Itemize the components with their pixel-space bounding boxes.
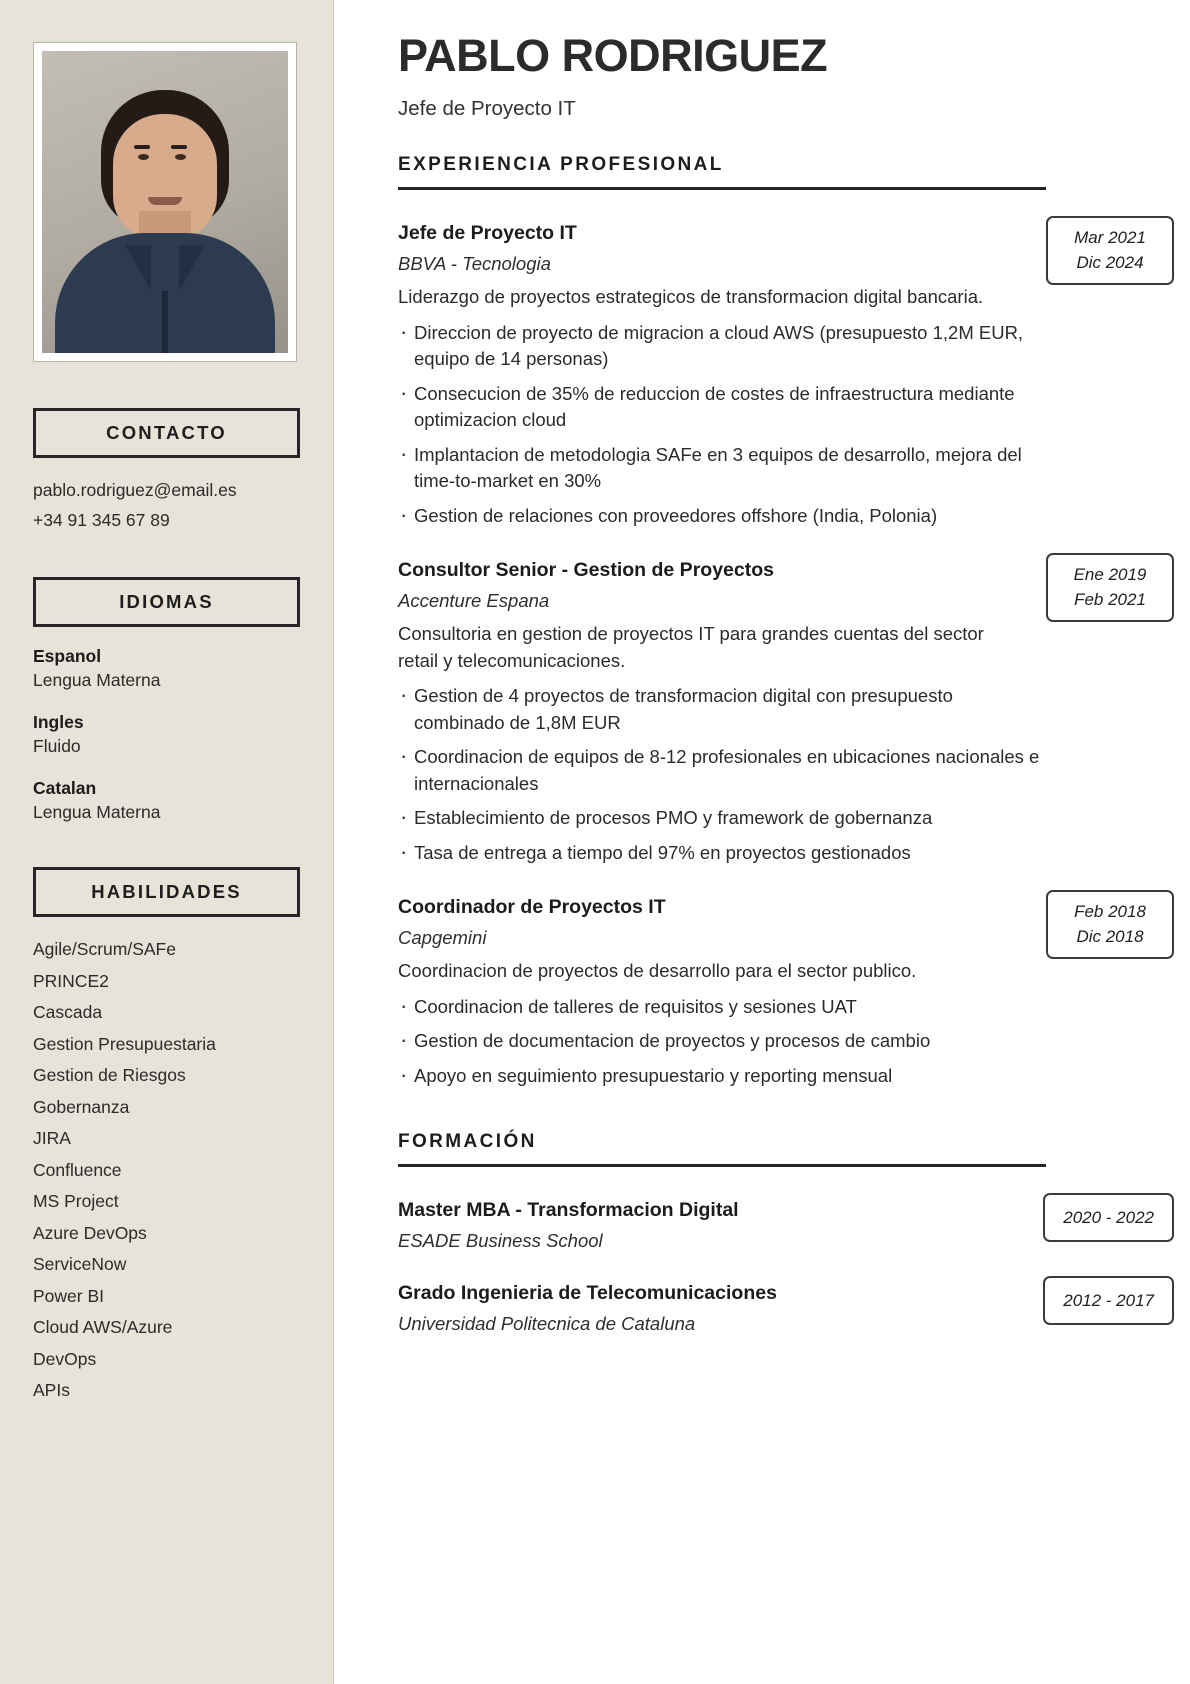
contact-heading: CONTACTO <box>33 408 300 458</box>
experience-organization: BBVA - Tecnologia <box>398 253 551 274</box>
skill-item: Confluence <box>33 1159 122 1180</box>
experience-entry <box>398 220 1146 529</box>
profile-photo-frame <box>33 42 297 362</box>
experience-description: Consultoria en gestion de proyectos IT para grandes cuentas del sector retail y telecomunicaciones. <box>398 623 984 671</box>
skill-item: Gestion Presupuestaria <box>33 1033 216 1054</box>
education-heading: FORMACIÓN <box>398 1131 1046 1167</box>
bullet-item: · Implantacion de metodologia SAFe en 3 equipos de desarrollo, mejora del time-to-market en 30% <box>398 442 1046 495</box>
skill-item: Gobernanza <box>33 1096 130 1117</box>
contact-phone[interactable]: +34 91 345 67 89 <box>33 510 170 530</box>
profile-photo <box>42 51 288 353</box>
date-start: Ene 2019 <box>1073 565 1147 584</box>
education-title: Grado Ingenieria de Telecomunicaciones <box>398 1282 777 1304</box>
bullet-item: · Tasa de entrega a tiempo del 97% en proyectos gestionados <box>398 840 1046 867</box>
experience-organization: Capgemini <box>398 927 487 948</box>
language-item <box>33 644 300 693</box>
experience-title: Jefe de Proyecto IT <box>398 222 577 244</box>
language-name: Catalan <box>33 778 97 798</box>
bullet-item: · Gestion de 4 proyectos de transformacion digital con presupuesto combinado de 1,8M EUR <box>398 683 1046 736</box>
experience-heading: EXPERIENCIA PROFESIONAL <box>398 154 1046 190</box>
experience-organization: Accenture Espana <box>398 590 550 611</box>
date-badge <box>1046 216 1174 285</box>
experience-entry <box>398 557 1147 866</box>
education-entry <box>398 1280 1154 1339</box>
date-start: Feb 2018 <box>1074 902 1146 921</box>
date-badge <box>1046 890 1174 959</box>
education-organization: ESADE Business School <box>398 1230 603 1251</box>
skill-item: Cascada <box>33 1002 103 1022</box>
job-role-subtitle: Jefe de Proyecto IT <box>398 97 576 120</box>
skill-item: Agile/Scrum/SAFe <box>33 939 176 959</box>
skill-item: Azure DevOps <box>33 1222 147 1243</box>
experience-bullets <box>398 994 1046 1090</box>
bullet-item: · Gestion de documentacion de proyectos y procesos de cambio <box>398 1028 1046 1055</box>
skill-item: Gestion de Riesgos <box>33 1065 186 1085</box>
skill-item: Power BI <box>33 1285 104 1306</box>
language-name: Ingles <box>33 712 84 732</box>
page-title: PABLO RODRIGUEZ <box>398 30 828 81</box>
language-level: Lengua Materna <box>33 670 161 690</box>
skills-section <box>33 867 300 1407</box>
experience-description: Coordinacion de proyectos de desarrollo para el sector publico. <box>398 960 917 981</box>
experience-title: Coordinador de Proyectos IT <box>398 896 666 918</box>
languages-section <box>33 577 300 825</box>
date-badge: 2012 - 2017 <box>1043 1276 1174 1325</box>
language-item <box>33 710 300 759</box>
bullet-item: · Establecimiento de procesos PMO y framework de gobernanza <box>398 805 1046 832</box>
date-badge <box>1046 553 1174 622</box>
education-organization: Universidad Politecnica de Cataluna <box>398 1313 696 1334</box>
skills-heading: HABILIDADES <box>33 867 300 917</box>
experience-title: Consultor Senior - Gestion de Proyectos <box>398 559 774 581</box>
skill-item: MS Project <box>33 1191 119 1211</box>
bullet-item: · Direccion de proyecto de migracion a cloud AWS (presupuesto 1,2M EUR, equipo de 14 personas) <box>398 320 1046 373</box>
language-item <box>33 776 300 825</box>
skill-item: PRINCE2 <box>33 970 109 991</box>
contact-email[interactable]: pablo.rodriguez@email.es <box>33 480 237 500</box>
contact-section <box>33 408 300 535</box>
skill-item: DevOps <box>33 1348 97 1369</box>
language-level: Fluido <box>33 736 81 756</box>
bullet-item: · Consecucion de 35% de reduccion de costes de infraestructura mediante optimizacion cloud <box>398 381 1046 434</box>
language-name: Espanol <box>33 646 102 666</box>
languages-heading: IDIOMAS <box>33 577 300 627</box>
bullet-item: · Coordinacion de equipos de 8-12 profesionales en ubicaciones nacionales e internacionales <box>398 744 1046 797</box>
experience-bullets <box>398 683 1046 866</box>
skill-item: Cloud AWS/Azure <box>33 1317 173 1337</box>
bullet-item: · Gestion de relaciones con proveedores offshore (India, Polonia) <box>398 503 1046 530</box>
main-column <box>334 0 1190 1684</box>
date-end: Dic 2018 <box>1076 927 1144 946</box>
date-end: Dic 2024 <box>1076 253 1144 272</box>
sidebar <box>0 0 334 1684</box>
experience-bullets <box>398 320 1046 530</box>
bullet-item: · Apoyo en seguimiento presupuestario y reporting mensual <box>398 1063 1046 1090</box>
language-level: Lengua Materna <box>33 802 161 822</box>
skill-item: APIs <box>33 1380 70 1400</box>
experience-description: Liderazgo de proyectos estrategicos de transformacion digital bancaria. <box>398 286 984 307</box>
date-end: Feb 2021 <box>1074 590 1146 609</box>
education-entry <box>398 1197 1154 1256</box>
date-start: Mar 2021 <box>1074 228 1146 247</box>
skill-item: ServiceNow <box>33 1254 127 1274</box>
experience-entry <box>398 894 1146 1089</box>
date-badge: 2020 - 2022 <box>1043 1193 1174 1242</box>
bullet-item: · Coordinacion de talleres de requisitos y sesiones UAT <box>398 994 1046 1021</box>
skill-item: JIRA <box>33 1128 71 1148</box>
education-title: Master MBA - Transformacion Digital <box>398 1199 739 1221</box>
